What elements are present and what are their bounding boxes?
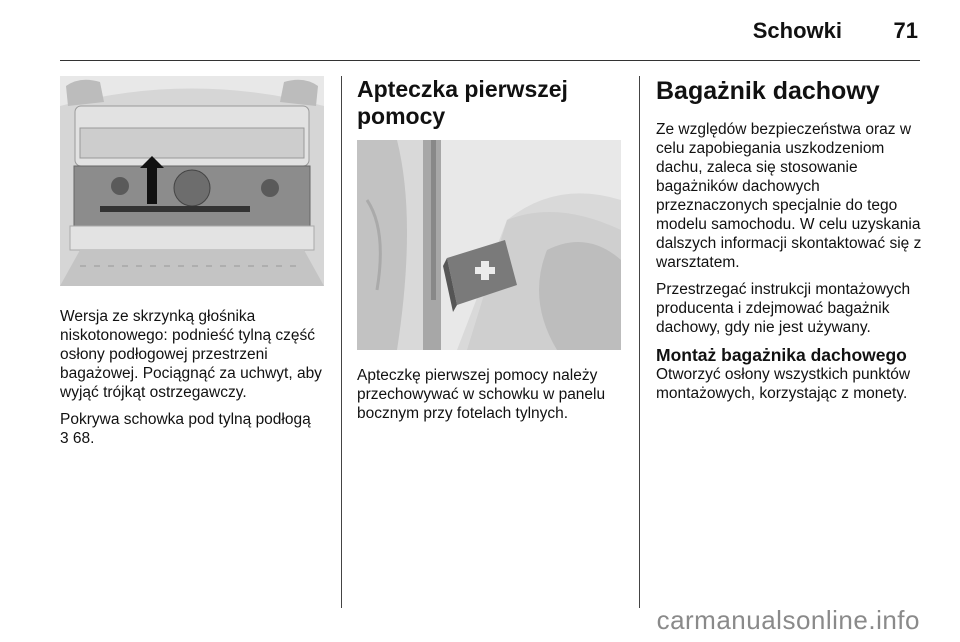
paragraph: Przestrzegać instrukcji montażowych producenta i zdejmować bagażnik dachowy, gdy nie jest używany.	[656, 281, 911, 336]
column-1	[60, 76, 328, 456]
paragraph: Apteczkę pierwszej pomocy należy przechowywać w schowku w panelu bocznym przy fotelach tylnych.	[357, 367, 606, 422]
column-3	[656, 76, 928, 411]
page-number: 71	[893, 18, 918, 43]
column-divider	[639, 76, 640, 608]
subheading: Montaż bagażnika dachowego	[656, 345, 907, 365]
column-2	[357, 76, 627, 431]
trunk-floor-illustration	[60, 76, 324, 286]
paragraph-text: Pokrywa schowka pod tylną podłogą	[60, 411, 311, 428]
paragraph: Otworzyć osłony wszystkich punktów montażowych, korzystając z monety.	[656, 366, 911, 402]
section-title: Schowki	[752, 18, 842, 43]
page-reference: 3 68.	[60, 430, 95, 447]
first-aid-kit-illustration	[357, 140, 621, 350]
paragraph	[60, 410, 328, 448]
page-header	[60, 0, 920, 61]
section-heading: Apteczka pierwszej pomocy	[357, 76, 568, 129]
column-divider	[341, 76, 342, 608]
watermark: carmanualsonline.info	[656, 605, 920, 635]
paragraph: Wersja ze skrzynką głośnika niskotonowego: podnieść tylną część osłony podłogowej przestrzeni bagażowej. Pociągnąć za uchwyt, aby wyjąć trójkąt ostrzegawczy.	[60, 308, 322, 401]
section-heading: Bagażnik dachowy	[656, 77, 880, 105]
paragraph: Ze względów bezpieczeństwa oraz w celu zapobiegania uszkodzeniom dachu, zaleca się stosowanie bagażników dachowych przeznaczonych specjalnie do tego modelu samochodu. W celu uzyskania dalszych informacji skontaktować się z warsztatem.	[656, 121, 922, 271]
